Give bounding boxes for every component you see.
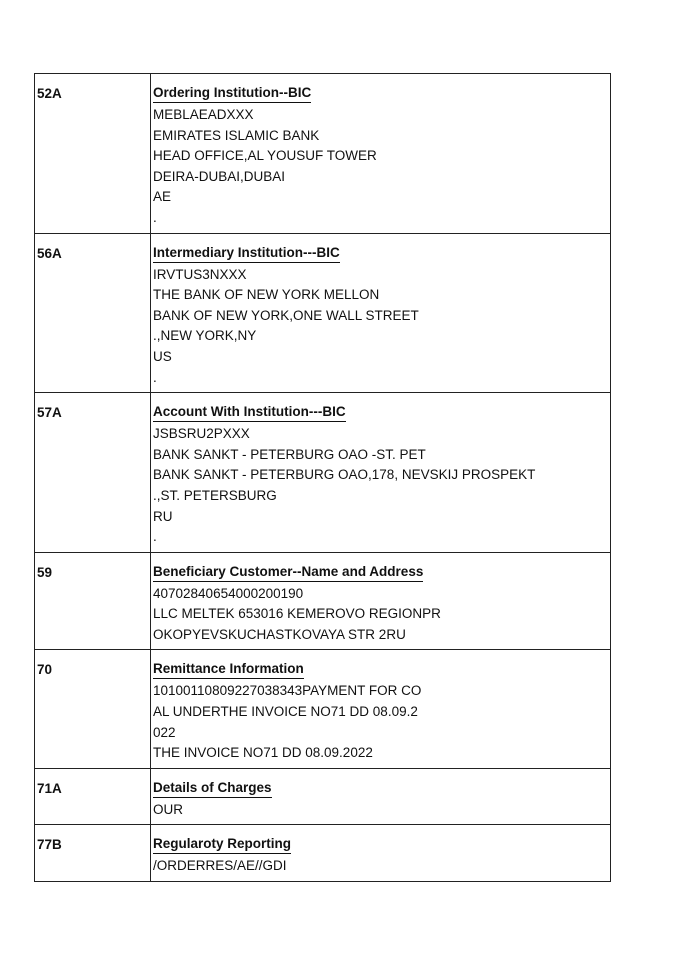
field-tag: 56A: [37, 245, 62, 261]
field-line: EMIRATES ISLAMIC BANK: [153, 127, 320, 143]
field-tag-cell: [35, 768, 151, 825]
field-tag-cell: [35, 552, 151, 650]
field-tag-cell: [35, 825, 151, 882]
field-line: BANK SANKT - PETERBURG OAO,178, NEVSKIJ PROSPEKT: [153, 467, 536, 483]
field-content-cell: [151, 825, 611, 882]
field-line: DEIRA-DUBAI,DUBAI: [153, 168, 286, 184]
swift-message-table: [34, 73, 611, 882]
field-line: BANK OF NEW YORK,ONE WALL STREET: [153, 307, 419, 323]
field-title: Beneficiary Customer--Name and Address: [153, 563, 423, 582]
field-line: /ORDERRES/AE//GDI: [153, 858, 287, 874]
field-line: LLC MELTEK 653016 KEMEROVO REGIONPR: [153, 606, 441, 622]
field-content-cell: [151, 74, 611, 234]
field-title: Account With Institution---BIC: [153, 403, 346, 422]
field-title: Regularoty Reporting: [153, 835, 291, 854]
field-line: 40702840654000200190: [153, 585, 304, 601]
field-content-cell: [151, 552, 611, 650]
field-line: THE BANK OF NEW YORK MELLON: [153, 287, 380, 303]
field-line: US: [153, 348, 172, 364]
field-line: AL UNDERTHE INVOICE NO71 DD 08.09.2: [153, 704, 418, 720]
field-tag: 57A: [37, 405, 62, 421]
field-tag: 70: [37, 662, 53, 678]
field-tag: 77B: [37, 837, 62, 853]
field-title: Details of Charges: [153, 779, 272, 798]
field-line: 10100110809227038343PAYMENT FOR CO: [153, 683, 422, 699]
field-line: OKOPYEVSKUCHASTKOVAYA STR 2RU: [153, 626, 406, 642]
field-row-71a: [35, 768, 611, 825]
field-line: .,NEW YORK,NY: [153, 328, 257, 344]
field-line: AE: [153, 189, 172, 205]
field-title: Ordering Institution--BIC: [153, 84, 311, 103]
field-title: Remittance Information: [153, 660, 304, 679]
field-line: MEBLAEADXXX: [153, 107, 254, 122]
field-line: .: [153, 369, 157, 385]
field-title: Intermediary Institution---BIC: [153, 244, 340, 263]
field-content-cell: [151, 393, 611, 553]
field-row-77b: [35, 825, 611, 882]
field-line: OUR: [153, 801, 183, 817]
field-row-70: [35, 650, 611, 768]
field-line: 022: [153, 724, 176, 740]
field-row-56a: [35, 233, 611, 393]
field-content-cell: [151, 233, 611, 393]
field-line: RU: [153, 508, 173, 524]
field-tag: 71A: [37, 780, 62, 796]
field-tag: 59: [37, 564, 53, 580]
field-tag-cell: [35, 650, 151, 768]
field-tag-cell: [35, 233, 151, 393]
field-tag-cell: [35, 393, 151, 553]
field-line: IRVTUS3NXXX: [153, 266, 247, 282]
field-line: BANK SANKT - PETERBURG OAO -ST. PET: [153, 446, 426, 462]
field-content-cell: [151, 768, 611, 825]
field-line: THE INVOICE NO71 DD 08.09.2022: [153, 745, 373, 761]
field-line: JSBSRU2PXXX: [153, 426, 250, 442]
field-row-59: [35, 552, 611, 650]
field-line: .,ST. PETERSBURG: [153, 487, 277, 503]
field-row-52a: [35, 74, 611, 234]
field-content-cell: [151, 650, 611, 768]
field-row-57a: [35, 393, 611, 553]
field-line: HEAD OFFICE,AL YOUSUF TOWER: [153, 148, 377, 164]
field-line: .: [153, 209, 157, 225]
field-line: .: [153, 529, 157, 545]
field-tag: 52A: [37, 86, 62, 101]
field-tag-cell: [35, 74, 151, 234]
